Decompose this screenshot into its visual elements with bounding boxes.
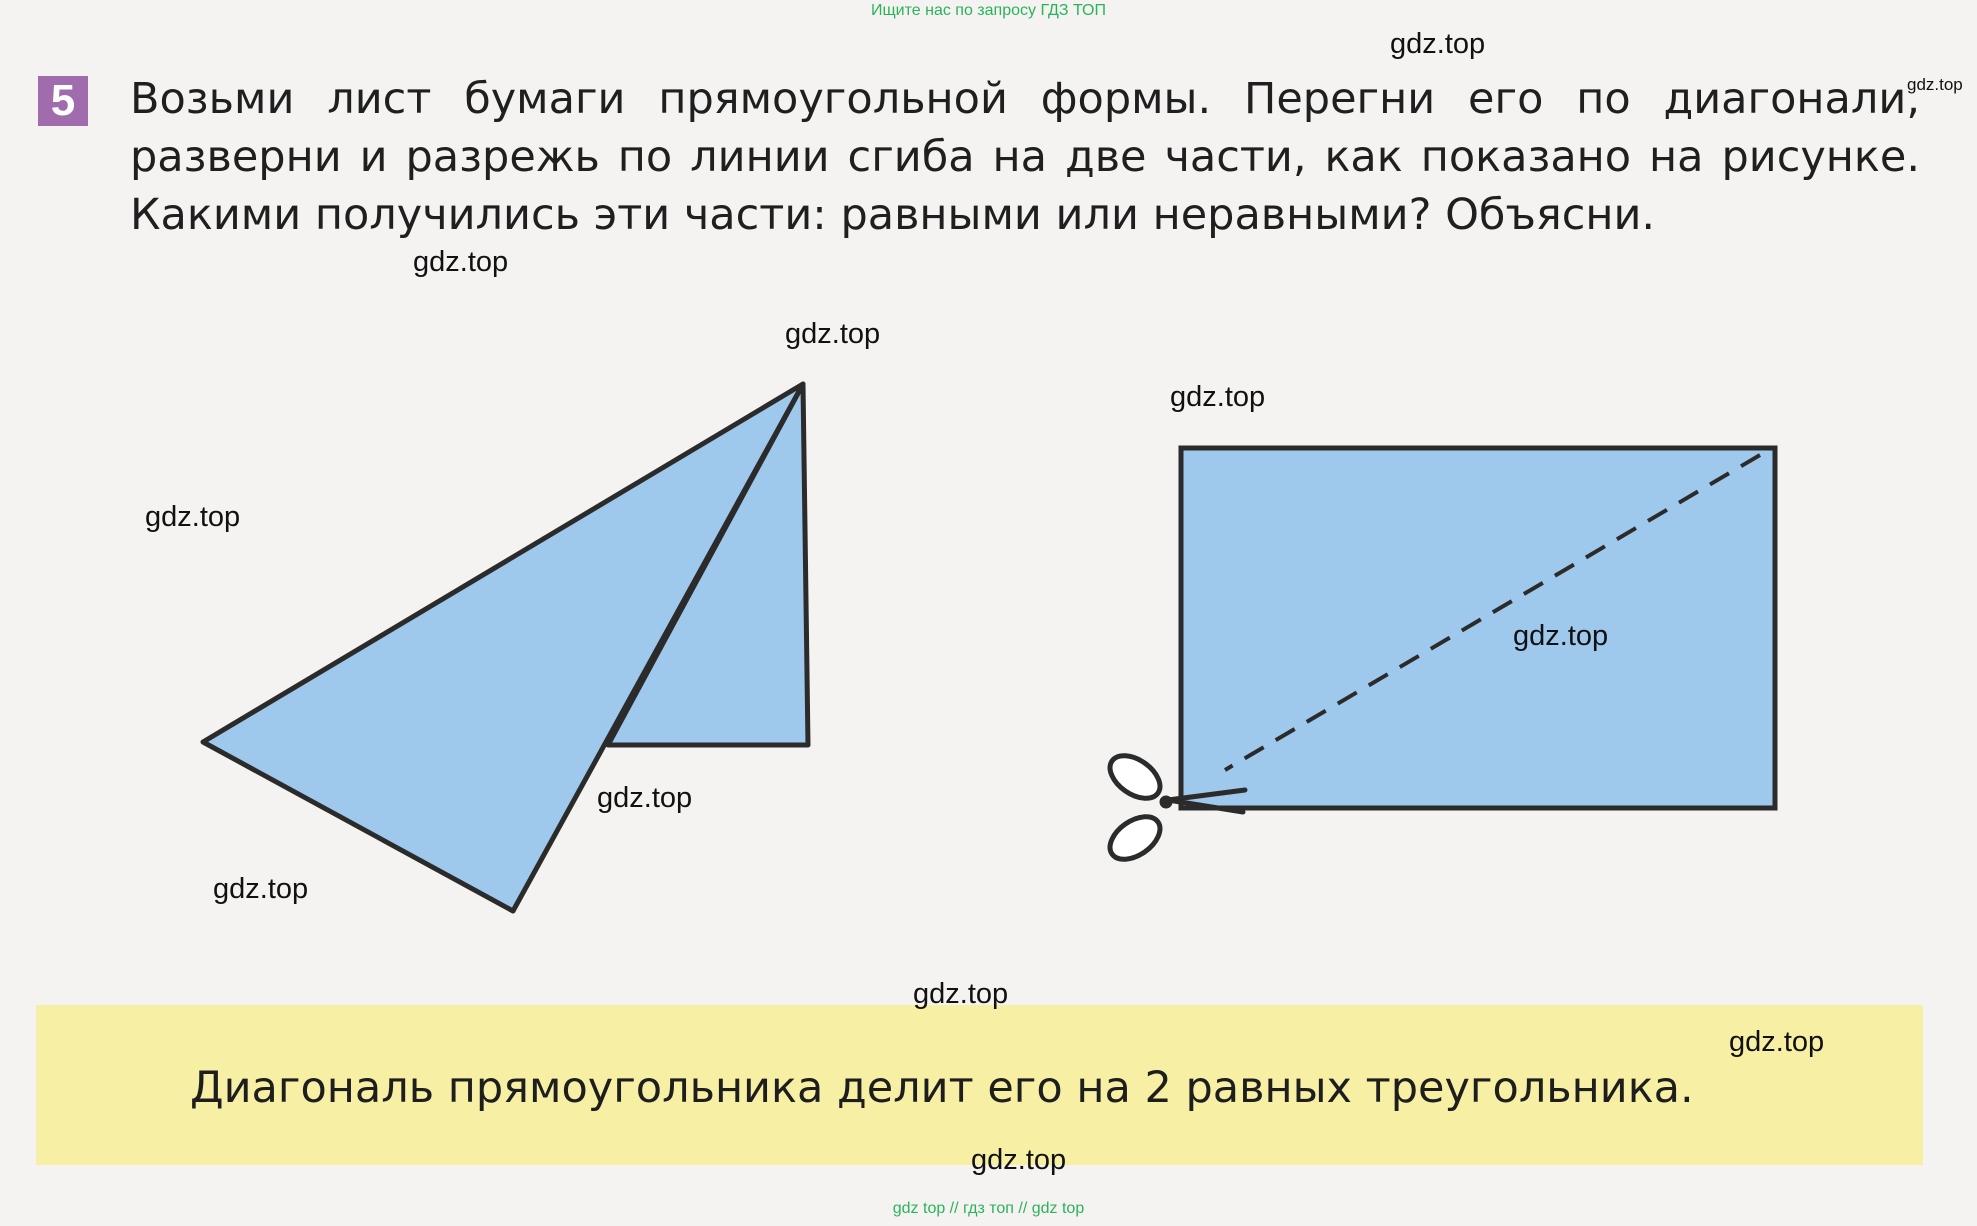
watermark: gdz.top bbox=[971, 1144, 1067, 1176]
watermark: gdz.top bbox=[597, 782, 693, 814]
rectangle-figure bbox=[1181, 448, 1775, 808]
watermark: gdz.top bbox=[213, 873, 309, 905]
folded-triangle-figure bbox=[203, 384, 808, 911]
footer-links[interactable]: gdz top // гдз топ // gdz top bbox=[892, 1200, 1085, 1217]
watermark: gdz.top bbox=[413, 246, 509, 278]
task-text: Возьми лист бумаги прямоугольной формы. Перегни его по диагонали, разверни и разрежь по линии сгиба на две части, как показано на рисунке. Какими получились эти части: равными или неравными? Объясни. bbox=[130, 74, 1920, 240]
watermark: gdz.top bbox=[1907, 75, 1963, 94]
top-banner[interactable]: Ищите нас по запросу ГДЗ ТОП bbox=[871, 2, 1106, 19]
watermark: gdz.top bbox=[785, 318, 881, 350]
answer-text: Диагональ прямоугольника делит его на 2 равных треугольника. bbox=[190, 1063, 1694, 1113]
watermark: gdz.top bbox=[1729, 1026, 1825, 1058]
watermark: gdz.top bbox=[1170, 381, 1266, 413]
watermark: gdz.top bbox=[145, 501, 241, 533]
watermark: gdz.top bbox=[913, 978, 1009, 1010]
paper-rectangle bbox=[1181, 448, 1775, 808]
task-number-badge: 5 bbox=[38, 76, 88, 126]
watermark: gdz.top bbox=[1390, 28, 1486, 60]
watermark: gdz.top bbox=[1513, 620, 1609, 652]
